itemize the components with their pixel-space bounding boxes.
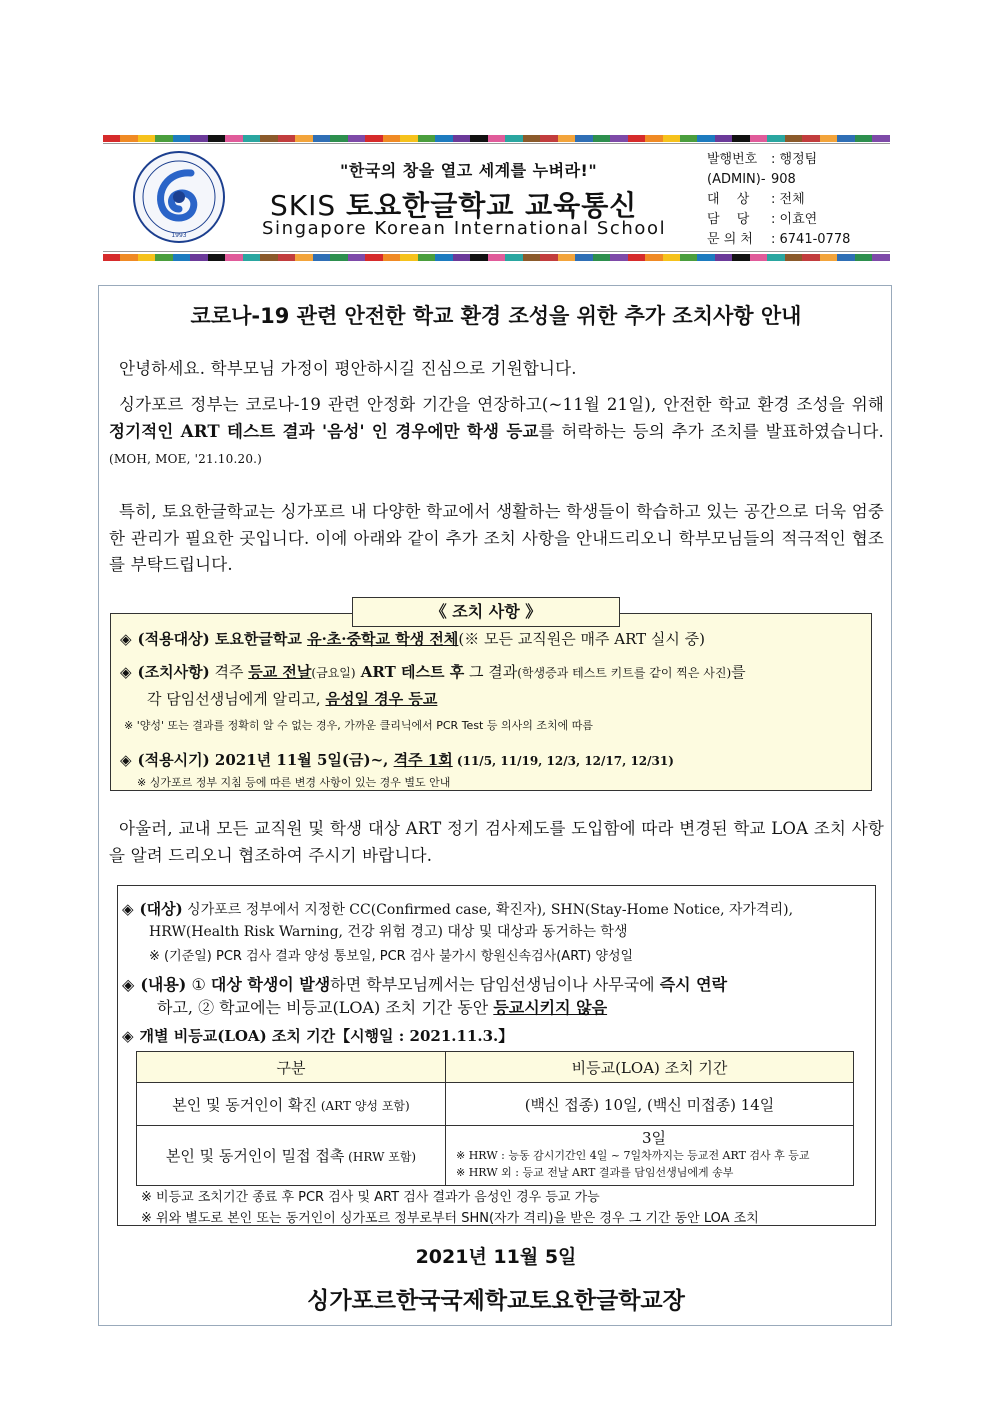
loa-footnote-2: ※ 위와 별도로 본인 또는 동거인이 싱가포르 정부로부터 SHN(자가 격리)을 받은 경우 그 기간 동안 LOA 조치 xyxy=(141,1211,759,1226)
stripe-segment xyxy=(837,135,854,142)
stripe-segment xyxy=(418,135,435,142)
title-text: 토요한글학교 교육통신 xyxy=(346,189,638,222)
intro-paragraph: 싱가포르 정부는 코로나-19 관련 안정화 기간을 연장하고(~11월 21일), 안전한 학교 환경 조성을 위해 정기적인 ART 테스트 결과 '음성' 인 경우에만 학생 등교를 허락하는 등의 추가 조치를 발표하였습니다.(MOH, MOE, '21.10.20.) xyxy=(109,395,884,466)
stripe-segment xyxy=(820,135,837,142)
loa-content: ◈ (내용) ① 대상 학생이 발생하면 학부모님께서는 담임선생님이나 사무국에 즉시 연락 xyxy=(122,975,728,994)
school-logo-icon xyxy=(133,151,225,243)
measure-action-note: ※ '양성' 또는 결과를 정확히 알 수 없는 경우, 가까운 클리닉에서 PCR Test 등 의사의 조치에 따름 xyxy=(124,719,593,732)
issue-meta xyxy=(707,150,850,250)
stripe-segment xyxy=(243,135,260,142)
stripe-segment xyxy=(593,135,610,142)
stripe-segment xyxy=(715,135,732,142)
stripe-segment xyxy=(400,135,417,142)
stripe-segment xyxy=(540,254,557,261)
stripe-segment xyxy=(767,254,784,261)
school-motto: "한국의 창을 열고 세계를 누벼라!" xyxy=(340,161,598,180)
measure-action: ◈ (조치사항) 격주 등교 전날(금요일) ART 테스트 후 그 결과(학생증과 테스트 키트를 같이 찍은 사진)를 xyxy=(120,663,746,681)
stripe-segment xyxy=(260,254,277,261)
loa-intro-paragraph: 아울러, 교내 모든 교직원 및 학생 대상 ART 정기 검사제도를 도입함에 따라 변경된 학교 LOA 조치 사항을 알려 드리오니 협조하여 주시기 바랍니다. xyxy=(109,819,884,865)
stripe-segment xyxy=(103,135,120,142)
table-row xyxy=(137,1126,854,1186)
stripe-segment xyxy=(155,254,172,261)
stripe-segment xyxy=(575,135,592,142)
loa-target-note: ※ (기준일) PCR 검사 결과 양성 통보일, PCR 검사 불가시 항원신속검사(ART) 양성일 xyxy=(149,949,634,964)
stripe-segment xyxy=(750,135,767,142)
stripe-segment xyxy=(348,254,365,261)
stripe-segment xyxy=(330,135,347,142)
stripe-segment xyxy=(278,135,295,142)
logo-year: 1993 xyxy=(171,232,187,239)
stripe-segment xyxy=(732,254,749,261)
loa-period-heading: ◈ 개별 비등교(LOA) 조치 기간【시행일 : 2021.11.3.】 xyxy=(122,1027,514,1045)
diamond-bullet-icon: ◈ xyxy=(122,900,134,918)
meta-row: (ADMIN)- 908 xyxy=(707,172,796,187)
measures-heading: 《 조치 사항 》 xyxy=(352,597,620,627)
stripe-segment xyxy=(330,254,347,261)
stripe-segment xyxy=(295,135,312,142)
diamond-bullet-icon: ◈ xyxy=(122,975,135,994)
loa-period-table xyxy=(136,1051,854,1186)
meta-row: 대 상 : 전체 xyxy=(707,192,805,207)
measure-period-note: ※ 싱가포르 정부 지침 등에 따른 변경 사항이 있는 경우 별도 안내 xyxy=(137,776,451,789)
stripe-segment xyxy=(540,135,557,142)
stripe-segment xyxy=(505,135,522,142)
stripe-segment xyxy=(138,135,155,142)
stripe-segment xyxy=(732,135,749,142)
stripe-segment xyxy=(715,254,732,261)
stripe-segment xyxy=(750,254,767,261)
stripe-segment xyxy=(855,254,872,261)
stripe-segment xyxy=(313,254,330,261)
stripe-segment xyxy=(610,135,627,142)
stripe-segment xyxy=(802,135,819,142)
title-prefix: SKIS xyxy=(270,189,337,222)
stripe-segment xyxy=(190,135,207,142)
color-stripe-bottom xyxy=(103,254,890,261)
stripe-segment xyxy=(435,254,452,261)
stripe-segment xyxy=(872,254,889,261)
stripe-segment xyxy=(523,135,540,142)
stripe-segment xyxy=(802,254,819,261)
stripe-segment xyxy=(173,254,190,261)
issue-date: 2021년 11월 5일 xyxy=(415,1246,577,1268)
table-cell: 본인 및 동거인이 확진 (ART 양성 포함) xyxy=(137,1083,446,1126)
stripe-segment xyxy=(558,254,575,261)
stripe-segment xyxy=(680,254,697,261)
stripe-segment xyxy=(488,254,505,261)
stripe-segment xyxy=(225,135,242,142)
stripe-segment xyxy=(785,135,802,142)
stripe-segment xyxy=(208,135,225,142)
stripe-segment xyxy=(855,135,872,142)
stripe-segment xyxy=(663,135,680,142)
stripe-segment xyxy=(365,135,382,142)
table-row xyxy=(137,1083,854,1126)
table-cell: 3일 ※ HRW : 능동 감시기간인 4일 ~ 7일차까지는 등교전 ART 검사 후 등교 ※ HRW 외 : 등교 전날 ART 결과를 담임선생님에게 송부 xyxy=(446,1126,854,1186)
stripe-segment xyxy=(453,135,470,142)
stripe-segment xyxy=(400,254,417,261)
measure-target: ◈ (적용대상) 토요한글학교 유·초·중학교 학생 전체(※ 모든 교직원은 매주 ART 실시 중) xyxy=(120,630,705,648)
meta-row: 담 당 : 이효연 xyxy=(707,212,818,227)
stripe-segment xyxy=(243,254,260,261)
stripe-segment xyxy=(208,254,225,261)
stripe-segment xyxy=(435,135,452,142)
stripe-segment xyxy=(120,254,137,261)
stripe-segment xyxy=(383,254,400,261)
measure-period: ◈ (적용시기) 2021년 11월 5일(금)~, 격주 1회 (11/5, 11/19, 12/3, 12/17, 12/31) xyxy=(120,751,674,769)
loa-target-line2: HRW(Health Risk Warning, 건강 위험 경고) 대상 및 대상과 동거하는 학생 xyxy=(149,924,628,940)
stripe-segment xyxy=(610,254,627,261)
table-cell: (백신 접종) 10일, (백신 미접종) 14일 xyxy=(446,1083,854,1126)
stripe-segment xyxy=(418,254,435,261)
table-cell: 본인 및 동거인이 밀접 접촉 (HRW 포함) xyxy=(137,1126,446,1186)
loa-target: ◈ (대상) 싱가포르 정부에서 지정한 CC(Confirmed case, 확진자), SHN(Stay-Home Notice, 자가격리), xyxy=(122,900,794,918)
stripe-segment xyxy=(663,254,680,261)
stripe-segment xyxy=(365,254,382,261)
stripe-segment xyxy=(645,135,662,142)
table-header: 구분 xyxy=(137,1052,446,1083)
signer-name: 싱가포르한국국제학교토요한글학교장 xyxy=(307,1288,685,1314)
stripe-segment xyxy=(470,254,487,261)
greeting-paragraph: 안녕하세요. 학부모님 가정이 평안하시길 진심으로 기원합니다. xyxy=(119,359,577,378)
stripe-segment xyxy=(593,254,610,261)
context-paragraph: 특히, 토요한글학교는 싱가포르 내 다양한 학교에서 생활하는 학생들이 학습하고 있는 공간으로 더욱 엄중한 관리가 필요한 곳입니다. 이에 아래와 같이 추가 조치 사항을 안내드리오니 학부모님들의 적극적인 협조를 부탁드립니다. xyxy=(109,502,884,574)
measure-action-line2: 각 담임선생님에게 알리고, 음성일 경우 등교 xyxy=(147,690,438,708)
loa-footnote-1: ※ 비등교 조치기간 종료 후 PCR 검사 및 ART 검사 결과가 음성인 경우 등교 가능 xyxy=(141,1190,600,1205)
stripe-segment xyxy=(383,135,400,142)
table-header: 비등교(LOA) 조치 기간 xyxy=(446,1052,854,1083)
stripe-segment xyxy=(155,135,172,142)
diamond-bullet-icon: ◈ xyxy=(120,663,132,681)
stripe-segment xyxy=(785,254,802,261)
stripe-segment xyxy=(453,254,470,261)
color-stripe-top xyxy=(103,135,890,142)
stripe-segment xyxy=(628,135,645,142)
stripe-segment xyxy=(313,135,330,142)
stripe-segment xyxy=(173,135,190,142)
meta-row: 발행번호 : 행정팀 xyxy=(707,152,818,167)
school-name-english: Singapore Korean International School xyxy=(262,218,667,239)
stripe-segment xyxy=(767,135,784,142)
stripe-segment xyxy=(820,254,837,261)
stripe-segment xyxy=(138,254,155,261)
diamond-bullet-icon: ◈ xyxy=(120,751,132,769)
stripe-segment xyxy=(628,254,645,261)
stripe-segment xyxy=(348,135,365,142)
stripe-segment xyxy=(103,254,120,261)
stripe-segment xyxy=(680,135,697,142)
stripe-segment xyxy=(837,254,854,261)
document-title: 코로나-19 관련 안전한 학교 환경 조성을 위한 추가 조치사항 안내 xyxy=(190,304,802,328)
loa-content-line2: 하고, ② 학교에는 비등교(LOA) 조치 기간 동안 등교시키지 않음 xyxy=(157,998,608,1017)
stripe-segment xyxy=(558,135,575,142)
stripe-segment xyxy=(488,135,505,142)
header-divider-bottom xyxy=(103,251,890,252)
stripe-segment xyxy=(697,135,714,142)
stripe-segment xyxy=(278,254,295,261)
stripe-segment xyxy=(575,254,592,261)
stripe-segment xyxy=(120,135,137,142)
stripe-segment xyxy=(225,254,242,261)
diamond-bullet-icon: ◈ xyxy=(122,1027,134,1045)
header-divider-top xyxy=(103,143,890,144)
stripe-segment xyxy=(295,254,312,261)
diamond-bullet-icon: ◈ xyxy=(120,630,132,648)
stripe-segment xyxy=(697,254,714,261)
stripe-segment xyxy=(645,254,662,261)
stripe-segment xyxy=(260,135,277,142)
stripe-segment xyxy=(872,135,889,142)
stripe-segment xyxy=(470,135,487,142)
stripe-segment xyxy=(523,254,540,261)
stripe-segment xyxy=(505,254,522,261)
meta-row: 문 의 처 : 6741-0778 xyxy=(707,232,851,247)
stripe-segment xyxy=(190,254,207,261)
